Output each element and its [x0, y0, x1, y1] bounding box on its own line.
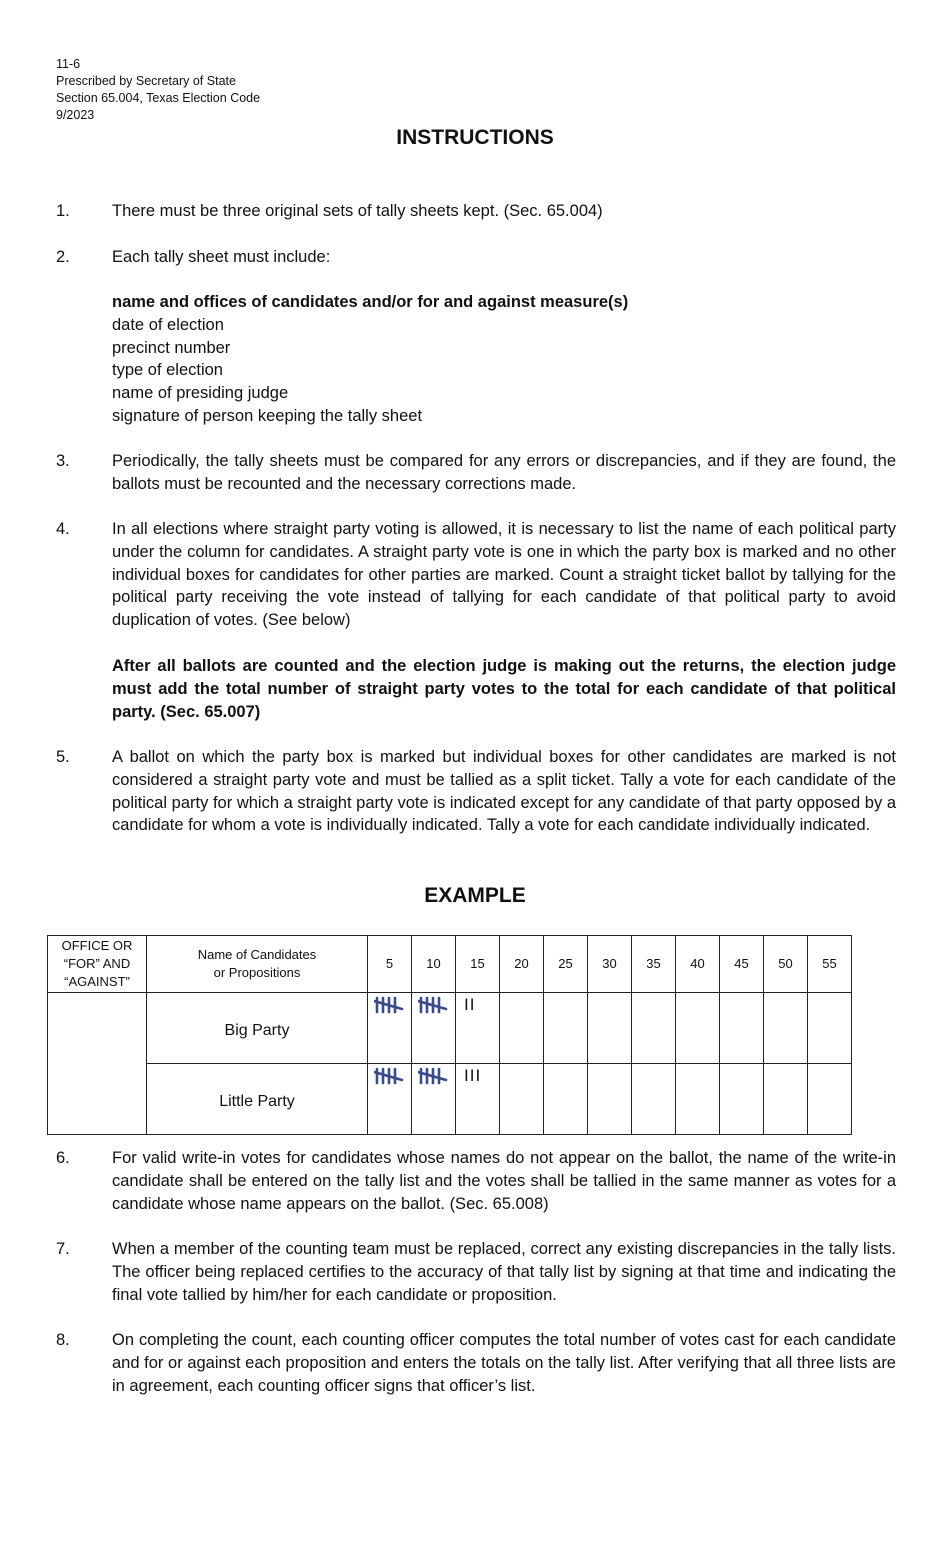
- tally-cell: [588, 1064, 632, 1135]
- instruction-item-2: [56, 246, 896, 269]
- tally-cell: [720, 993, 764, 1064]
- tally-cell: [500, 1064, 544, 1135]
- tally-cell: [764, 993, 808, 1064]
- office-header-line: “AGAINST”: [64, 974, 130, 989]
- tally-cell: [456, 993, 500, 1064]
- count-header-55: 55: [808, 936, 852, 993]
- name-header: [147, 936, 368, 993]
- tally-partial-mark: II: [464, 995, 476, 1014]
- revision-date: 9/2023: [56, 108, 95, 122]
- tally-five-mark: [374, 1066, 404, 1086]
- tally-cell: [544, 993, 588, 1064]
- example-tally-table: [47, 935, 852, 1135]
- tally-cell: [588, 993, 632, 1064]
- tally-cell: [412, 1064, 456, 1135]
- instruction-item-6: [56, 1147, 896, 1215]
- item-number: 4.: [56, 520, 70, 538]
- form-header: [56, 56, 260, 124]
- tally-five-mark: [374, 995, 404, 1015]
- count-header-10: 10: [412, 936, 456, 993]
- office-cell: [48, 993, 147, 1135]
- table-row: [48, 993, 852, 1064]
- count-header-20: 20: [500, 936, 544, 993]
- item-number: 5.: [56, 748, 70, 766]
- item-text: For valid write-in votes for candidates whose names do not appear on the ballot, the name of the write-in candidate shall be entered on the tally list and the votes shall be tallied in the same manner as votes for a candidate whose name appears on the ballot. (Sec. 65.008): [112, 1149, 896, 1213]
- office-header-line: “FOR” AND: [63, 956, 131, 971]
- example-title: EXAMPLE: [424, 884, 526, 907]
- tally-cell: [456, 1064, 500, 1135]
- count-header-25: 25: [544, 936, 588, 993]
- tally-cell: [720, 1064, 764, 1135]
- form-number: 11-6: [56, 57, 81, 71]
- instruction-item-8: [56, 1329, 896, 1397]
- list-item: type of election: [112, 361, 223, 380]
- tally-includes-list: [112, 291, 628, 428]
- list-item: date of election: [112, 315, 224, 334]
- count-header-15: 15: [456, 936, 500, 993]
- page-title: INSTRUCTIONS: [396, 126, 554, 149]
- tally-cell: [500, 993, 544, 1064]
- item-number: 7.: [56, 1240, 70, 1258]
- instruction-item-4: [56, 518, 896, 632]
- count-header-50: 50: [764, 936, 808, 993]
- instruction-item-5: [56, 746, 896, 837]
- tally-cell: [764, 1064, 808, 1135]
- item-text: In all elections where straight party voting is allowed, it is necessary to list the name of each political party under the column for candidates. A straight party vote is one in which the party box is marked and no other individual boxes for candidates for other parties are marked. Count a straight ticket ballot by tallying for the political party receiving the vote instead of tallying for each candidate of that political party to avoid duplication of votes. (See below): [112, 520, 896, 630]
- count-header-30: 30: [588, 936, 632, 993]
- item-text: Periodically, the tally sheets must be compared for any errors or discrepancies, and if they are found, the ballots must be recounted and the necessary corrections made.: [112, 452, 896, 493]
- tally-cell: [368, 1064, 412, 1135]
- name-header-line: Name of Candidates: [197, 947, 317, 962]
- item-number: 6.: [56, 1149, 70, 1167]
- prescribed-by: Prescribed by Secretary of State: [56, 74, 236, 88]
- count-header-45: 45: [720, 936, 764, 993]
- tally-cell: [368, 993, 412, 1064]
- tally-cell: [808, 993, 852, 1064]
- tally-cell: [676, 993, 720, 1064]
- tally-cell: [544, 1064, 588, 1135]
- code-section: Section 65.004, Texas Election Code: [56, 91, 261, 105]
- candidate-name: Big Party: [147, 993, 368, 1064]
- tally-five-mark: [418, 995, 448, 1015]
- tally-cell: [808, 1064, 852, 1135]
- item-text: When a member of the counting team must be replaced, correct any existing discrepancies in the tally lists. The officer being replaced certifies to the accuracy of that tally list by signing at that time and indicating the final vote tallied by him/her for each candidate or proposition.: [112, 1240, 896, 1304]
- item-number: 3.: [56, 452, 70, 470]
- list-item: name of presiding judge: [112, 384, 289, 403]
- item-text: Each tally sheet must include:: [112, 248, 331, 266]
- tally-cell: [412, 993, 456, 1064]
- instruction-item-3: [56, 450, 896, 496]
- tally-cell: [632, 993, 676, 1064]
- item-text: On completing the count, each counting officer computes the total number of votes cast for each candidate and for or against each proposition and enters the totals on the tally list. After verifying that all three lists are in agreement, each counting officer signs that officer’s list.: [112, 1331, 896, 1395]
- item-number: 2.: [56, 248, 70, 266]
- table-header-row: [48, 936, 852, 993]
- item-text: A ballot on which the party box is marked but individual boxes for other candidates are marked is not considered a straight party vote and must be tallied as a split ticket. Tally a vote for each candidate of the political party for which a straight party vote is indicated except for any candidate of that party opposed by a candidate for whom a vote is individually indicated. Tally a vote for each candidate individually indicated.: [112, 748, 896, 835]
- list-item: name and offices of candidates and/or for and against measure(s): [112, 293, 629, 311]
- list-item: signature of person keeping the tally sheet: [112, 406, 423, 425]
- straight-party-note: After all ballots are counted and the election judge is making out the returns, the election judge must add the total number of straight party votes to the total for each candidate of that political party. (Sec. 65.007): [112, 657, 896, 721]
- item-text: There must be three original sets of tally sheets kept. (Sec. 65.004): [112, 202, 603, 220]
- tally-partial-mark: III: [464, 1066, 482, 1085]
- candidate-name: Little Party: [147, 1064, 368, 1135]
- name-header-line: or Propositions: [213, 965, 301, 980]
- office-header: [48, 936, 147, 993]
- office-header-line: OFFICE OR: [61, 938, 133, 953]
- count-header-40: 40: [676, 936, 720, 993]
- tally-cell: [676, 1064, 720, 1135]
- count-header-5: 5: [368, 936, 412, 993]
- instruction-item-7: [56, 1238, 896, 1306]
- item-number: 8.: [56, 1331, 70, 1349]
- list-item: precinct number: [112, 338, 231, 357]
- table-row: [48, 1064, 852, 1135]
- item-number: 1.: [56, 202, 70, 220]
- count-header-35: 35: [632, 936, 676, 993]
- tally-five-mark: [418, 1066, 448, 1086]
- instruction-item-1: [56, 200, 896, 223]
- tally-cell: [632, 1064, 676, 1135]
